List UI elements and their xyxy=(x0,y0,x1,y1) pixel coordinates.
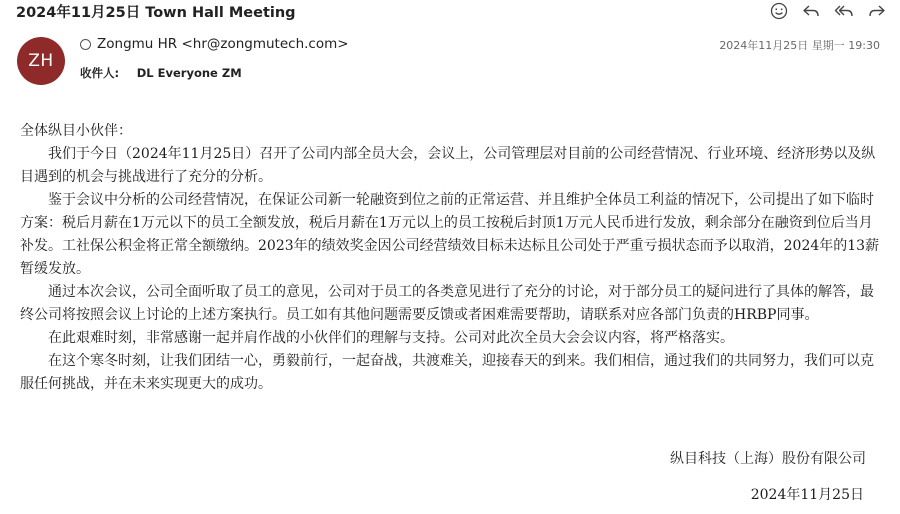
body-paragraph: 在此艰难时刻，非常感谢一起并肩作战的小伙伴们的理解与支持。公司对此次全员大会会议内容，将严格落实。 xyxy=(48,330,734,346)
body-paragraph: 在这个寒冬时刻，让我们团结一心，勇毅前行，一起奋战，共渡难关，迎接春天的到来。我们相信，通过我们的共同努力，我们可以克服任何挑战，并在未来实现更大的成功。 xyxy=(20,353,874,392)
recipient-label: 收件人: xyxy=(80,66,120,80)
greeting: 全体纵目小伙伴： xyxy=(20,123,132,139)
sender-address[interactable]: Zongmu HR <hr@zongmutech.com> xyxy=(97,36,349,52)
avatar: ZH xyxy=(17,37,65,85)
email-body xyxy=(20,120,882,396)
title-bar xyxy=(0,0,900,22)
message-actions xyxy=(770,0,886,22)
smiley-icon[interactable] xyxy=(770,2,788,20)
email-date: 2024年11月25日 星期一 19:30 xyxy=(719,39,880,52)
body-paragraph: 鉴于会议中分析的公司经营情况，在保证公司新一轮融资到位之前的正常运营、并且维护全体员工利益的情况下，公司提出了如下临时方案：税后月薪在1万元以下的员工全额发放，税后月薪在1万元以上的员工按税后封顶1万元人民币进行发放，剩余部分在融资到位后当月补发。工社保公积金将正常全额缴纳。2023年的绩效奖金因公司经营绩效目标未达标且公司处于严重亏损状态而予以取消，2024年的13薪暂缓发放。 xyxy=(20,192,880,277)
body-paragraph: 我们于今日（2024年11月25日）召开了公司内部全员大会，会议上，公司管理层对目前的公司经营情况、行业环境、经济形势以及纵目遇到的机会与挑战进行了充分的分析。 xyxy=(20,146,876,185)
recipient-line xyxy=(80,65,242,81)
recipient-value[interactable]: DL Everyone ZM xyxy=(136,66,242,80)
reply-icon[interactable] xyxy=(802,3,820,19)
body-paragraph: 通过本次会议，公司全面听取了员工的意见，公司对于员工的各类意见进行了充分的讨论，对于部分员工的疑问进行了具体的解答，最终公司将按照会议上讨论的上述方案执行。员工如有其他问题需要反馈或者困难需要帮助，请联系对应各部门负责的HRBP同事。 xyxy=(20,284,874,323)
email-subject: 2024年11月25日 Town Hall Meeting xyxy=(16,5,296,21)
signature-date: 2024年11月25日 xyxy=(750,487,864,503)
sender-line xyxy=(80,36,349,52)
forward-icon[interactable] xyxy=(868,3,886,19)
reply-all-icon[interactable] xyxy=(834,3,854,19)
status-circle-icon xyxy=(80,39,91,50)
signature-company: 纵目科技（上海）股份有限公司 xyxy=(670,451,866,467)
